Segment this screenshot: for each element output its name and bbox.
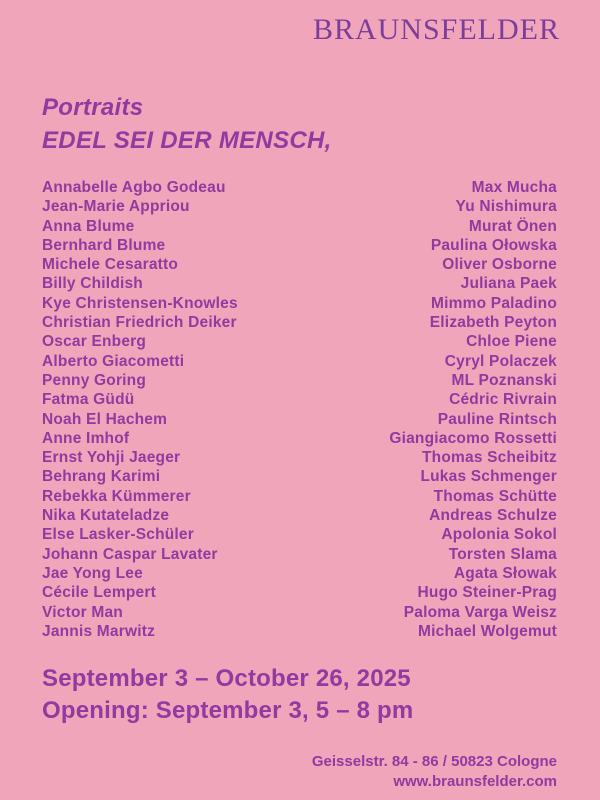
artist-name: Jae Yong Lee: [42, 564, 143, 582]
gallery-address: Geisselstr. 84 - 86 / 50823 Cologne: [311, 753, 557, 771]
artist-name: Penny Goring: [42, 371, 147, 389]
gallery-contact: [0, 752, 600, 792]
exhibition-title: [42, 91, 600, 157]
artist-name: Billy Childish: [42, 275, 143, 293]
artist-name: Christian Friedrich Deiker: [42, 314, 237, 332]
artist-name: Kye Christensen-Knowles: [42, 294, 238, 312]
artist-name: Torsten Slama: [448, 545, 557, 563]
artist-name: Oscar Enberg: [42, 333, 147, 351]
artist-name: Paulina Ołowska: [430, 236, 557, 254]
gallery-logo: BRAUNSFELDER: [312, 13, 560, 46]
artist-name: Johann Caspar Lavater: [42, 545, 218, 563]
artist-name: Yu Nishimura: [455, 198, 557, 216]
artist-name: Juliana Paek: [460, 275, 557, 293]
title-line-edel-sei-der-mensch: EDEL SEI DER MENSCH,: [42, 127, 332, 154]
artist-name: Else Lasker-Schüler: [42, 526, 194, 544]
artist-name: Anne Imhof: [42, 429, 130, 447]
artist-name: Giangiacomo Rossetti: [389, 429, 557, 447]
artist-name: Chloe Piene: [466, 333, 557, 351]
artist-name: Agata Słowak: [453, 564, 557, 582]
artist-name: Elizabeth Peyton: [429, 314, 557, 332]
date-range: September 3 – October 26, 2025: [42, 665, 411, 693]
title-line-portraits: Portraits: [42, 94, 144, 121]
gallery-website: www.braunsfelder.com: [393, 773, 557, 791]
artist-name: Apolonia Sokol: [441, 526, 557, 544]
artist-list-left-column: [42, 178, 238, 641]
artist-list: [42, 178, 557, 641]
artist-name: Andreas Schulze: [429, 507, 557, 525]
artist-name: Victor Man: [42, 603, 123, 621]
artist-name: Hugo Steiner-Prag: [417, 584, 557, 602]
artist-name: Fatma Güdü: [42, 391, 135, 409]
artist-name: Max Mucha: [471, 179, 557, 196]
artist-name: Michele Cesaratto: [42, 256, 179, 274]
artist-name: Pauline Rintsch: [437, 410, 557, 428]
artist-list-right-column: [389, 178, 557, 641]
artist-name: Mimmo Paladino: [431, 294, 557, 312]
artist-name: Lukas Schmenger: [420, 468, 557, 486]
artist-name: Annabelle Agbo Godeau: [42, 179, 226, 196]
artist-name: Anna Blume: [42, 217, 135, 235]
opening-time: Opening: September 3, 5 – 8 pm: [42, 696, 414, 724]
artist-name: Thomas Schütte: [433, 487, 557, 505]
artist-name: Nika Kutateladze: [42, 507, 170, 525]
exhibition-dates: [42, 663, 600, 726]
artist-name: Alberto Giacometti: [42, 352, 185, 370]
artist-name: Oliver Osborne: [442, 256, 557, 274]
artist-name: Jannis Marwitz: [42, 622, 156, 640]
artist-name: Paloma Varga Weisz: [403, 603, 557, 621]
artist-name: Murat Önen: [468, 217, 557, 235]
artist-name: Michael Wolgemut: [418, 622, 557, 640]
artist-name: Behrang Karimi: [42, 468, 161, 486]
artist-name: Ernst Yohji Jaeger: [42, 449, 181, 467]
artist-name: Thomas Scheibitz: [422, 449, 557, 467]
artist-name: Cécile Lempert: [42, 584, 156, 602]
artist-name: Cyryl Polaczek: [444, 352, 557, 370]
artist-name: Rebekka Kümmerer: [42, 487, 191, 505]
artist-name: Bernhard Blume: [42, 236, 166, 254]
artist-name: Noah El Hachem: [42, 410, 168, 428]
artist-name: Cédric Rivrain: [449, 391, 557, 409]
artist-name: Jean-Marie Appriou: [42, 198, 190, 216]
artist-name: ML Poznanski: [451, 371, 557, 389]
